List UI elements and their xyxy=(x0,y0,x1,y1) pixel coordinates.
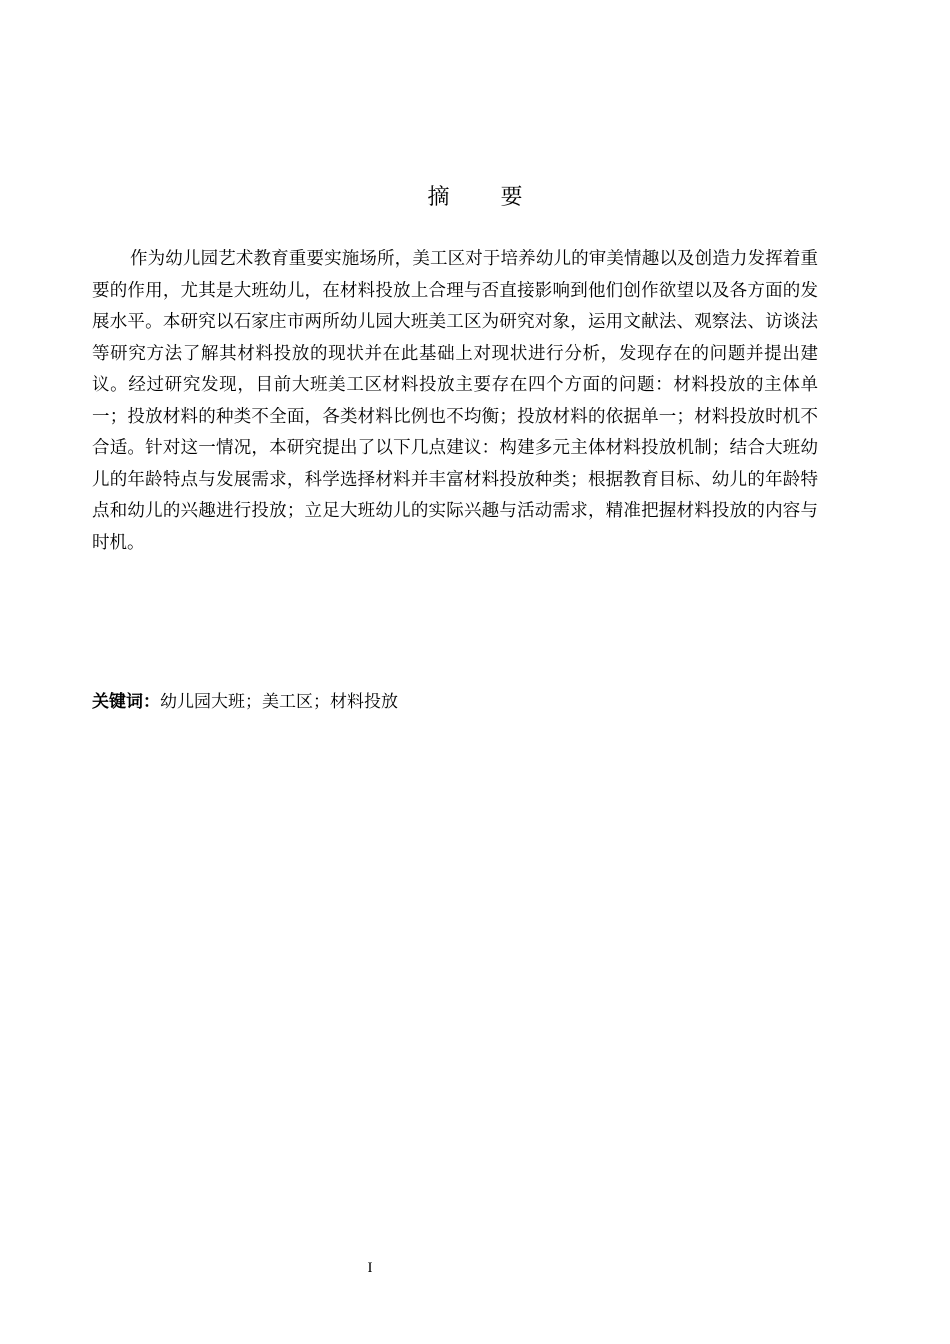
abstract-body: 作为幼儿园艺术教育重要实施场所，美工区对于培养幼儿的审美情趣以及创造力发挥着重要的作用，尤其是大班幼儿，在材料投放上合理与否直接影响到他们创作欲望以及各方面的发展水平。本研究以石家庄市两所幼儿园大班美工区为研究对象，运用文献法、观察法、访谈法等研究方法了解其材料投放的现状并在此基础上对现状进行分析，发现存在的问题并提出建议。经过研究发现，目前大班美工区材料投放主要存在四个方面的问题：材料投放的主体单一；投放材料的种类不全面，各类材料比例也不均衡；投放材料的依据单一；材料投放时机不合适。针对这一情况，本研究提出了以下几点建议：构建多元主体材料投放机制；结合大班幼儿的年龄特点与发展需求，科学选择材料并丰富材料投放种类；根据教育目标、幼儿的年龄特点和幼儿的兴趣进行投放；立足大班幼儿的实际兴趣与活动需求，精准把握材料投放的内容与时机。 xyxy=(92,249,818,553)
page-number: I xyxy=(367,1260,373,1276)
keywords-line xyxy=(92,689,818,715)
abstract-title: 摘 要 xyxy=(427,185,545,210)
keywords-label: 关键词： xyxy=(92,692,160,712)
keywords-text: 幼儿园大班；美工区；材料投放 xyxy=(160,692,398,712)
